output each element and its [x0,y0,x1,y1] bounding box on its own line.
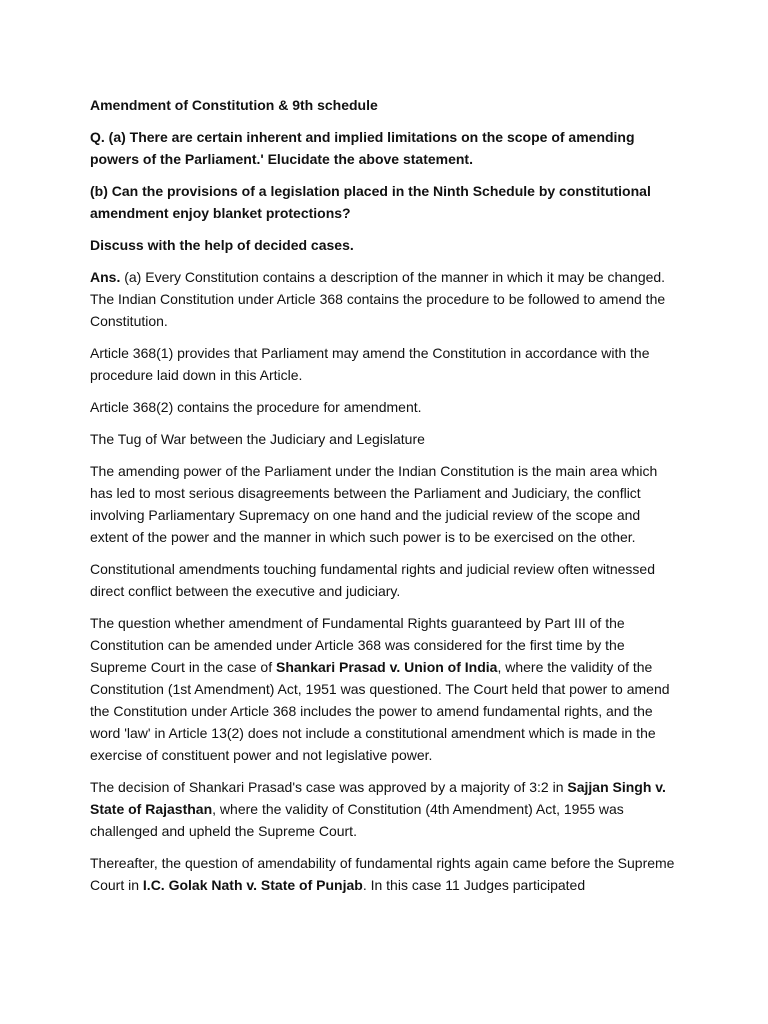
article-368-2-paragraph: Article 368(2) contains the procedure for amendment. [90,399,422,415]
document-title: Amendment of Constitution & 9th schedule [90,97,378,113]
sajjan-singh-paragraph [90,776,680,842]
answer-text: (a) Every Constitution contains a description of the manner in which it may be changed. The Indian Constitution under Article 368 contains the procedure to be followed to amend the Constitution. [90,269,666,329]
shankari-pre-text: The question whether amendment of Fundamental Rights guaranteed by Part III of the Constitution can be amended under Article 368 was considered for the first time by the Supreme Court in the case of [90,615,625,675]
constitutional-amendments-paragraph: Constitutional amendments touching fundamental rights and judicial review often witnessed direct conflict between the executive and judiciary. [90,561,655,599]
golak-nath-paragraph [90,852,680,896]
tug-of-war-paragraph: The Tug of War between the Judiciary and Legislature [90,431,425,447]
answer-paragraph [90,266,680,332]
document-page [90,94,680,906]
question-a: Q. (a) There are certain inherent and implied limitations on the scope of amending powers of the Parliament.' Elucidate the above statement. [90,129,635,167]
answer-label: Ans. [90,269,121,285]
sajjan-pre-text: The decision of Shankari Prasad's case was approved by a majority of 3:2 in [90,779,568,795]
case-golak-nath: I.C. Golak Nath v. State of Punjab [142,877,363,893]
amending-power-paragraph: The amending power of the Parliament under the Indian Constitution is the main area which has led to most serious disagreements between the Parliament and Judiciary, the conflict involving Parliamentary Supremacy on one hand and the judicial review of the scope and extent of the power and the manner in which such power is to be exercised on the other. [90,463,658,545]
shankari-prasad-paragraph [90,612,680,766]
question-c: Discuss with the help of decided cases. [90,237,354,253]
article-368-1-paragraph: Article 368(1) provides that Parliament may amend the Constitution in accordance with the procedure laid down in this Article. [90,345,650,383]
sajjan-post-text: , where the validity of Constitution (4th Amendment) Act, 1955 was challenged and upheld the Supreme Court. [90,801,624,839]
shankari-post-text: , where the validity of the Constitution (1st Amendment) Act, 1951 was questioned. The Court held that power to amend the Constitution under Article 368 includes the power to amend fundamental rights, and the word 'law' in Article 13(2) does not include a constitutional amendment which is made in the exercise of constituent power and not legislative power. [90,659,670,763]
golak-pre-text: Thereafter, the question of amendability of fundamental rights again came before the Supreme Court in [90,855,675,893]
golak-post-text: . In this case 11 Judges participated [362,877,586,893]
case-shankari-prasad: Shankari Prasad v. Union of India [276,659,498,675]
case-sajjan-singh: Sajjan Singh v. State of Rajasthan [90,779,666,817]
question-b: (b) Can the provisions of a legislation placed in the Ninth Schedule by constitutional amendment enjoy blanket protections? [90,183,651,221]
